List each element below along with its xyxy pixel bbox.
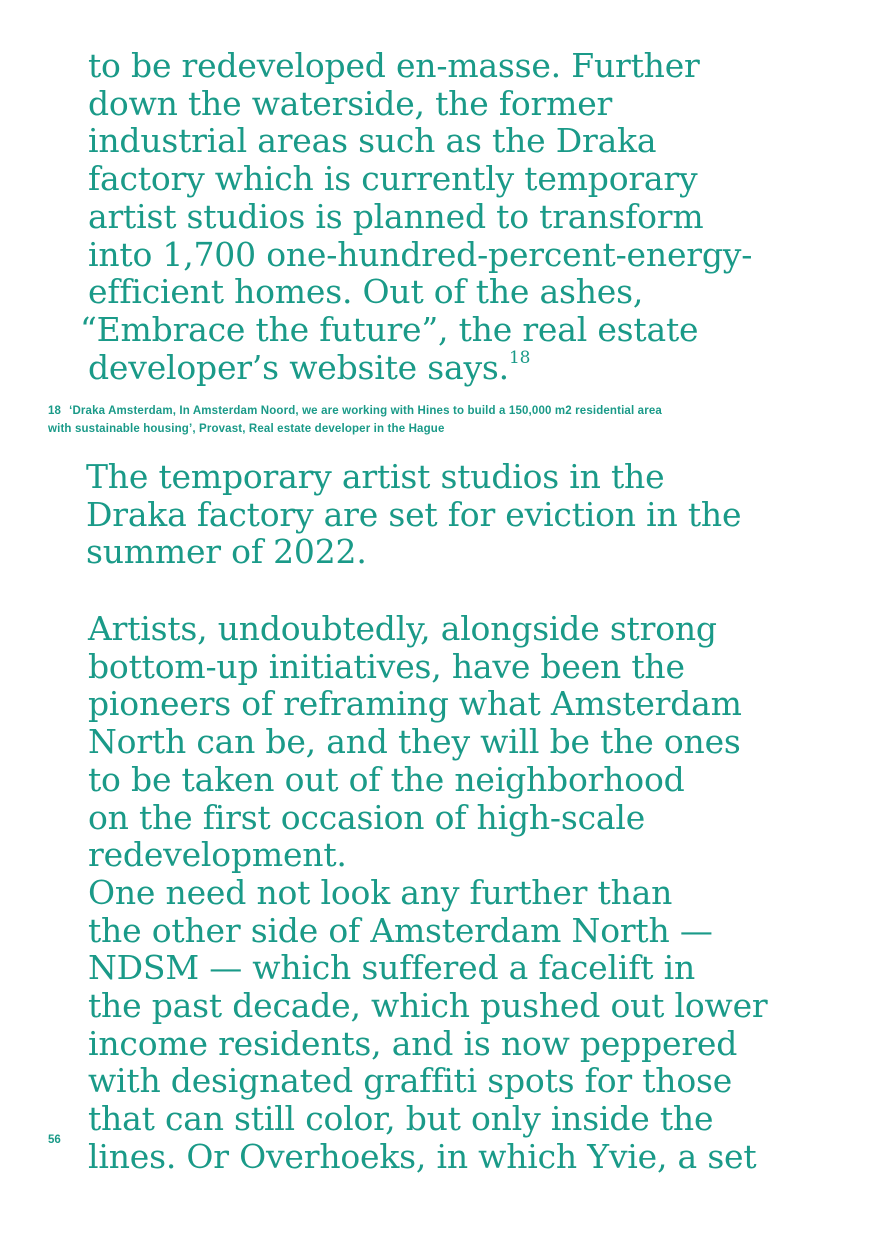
text-line: income residents, and is now peppered	[88, 1023, 738, 1063]
footnote-line	[48, 402, 828, 420]
text-line: industrial areas such as the Draka	[88, 121, 657, 161]
text-line: Draka factory are set for eviction in the	[86, 494, 742, 534]
text-line: into 1,700 one-hundred-percent-energy-	[88, 234, 753, 274]
text-line: factory which is currently temporary	[88, 159, 698, 199]
text-line: pioneers of reframing what Amsterdam	[88, 684, 742, 724]
text-line: The temporary artist studios in the	[86, 457, 665, 496]
text-line: artist studios is planned to transform	[88, 196, 704, 236]
text-line: the other side of Amsterdam North —	[88, 910, 713, 950]
footnote-text: ‘Draka Amsterdam, In Amsterdam Noord, we are working with Hines to build a 150,000 m2 residential area	[69, 405, 662, 417]
text-line: One need not look any further than	[88, 872, 673, 912]
text-line: summer of 2022.	[86, 532, 367, 572]
text-line: the past decade, which pushed out lower	[88, 986, 768, 1026]
text-line: “Embrace the future”, the real estate	[80, 309, 699, 349]
text-line: lines. Or Overhoeks, in which Yvie, a set	[88, 1136, 757, 1176]
text-line: down the waterside, the former	[88, 83, 613, 123]
footnote-reference: 18	[508, 347, 531, 368]
page-number: 56	[48, 1134, 61, 1146]
paragraph-eviction	[86, 458, 741, 571]
text-line: efficient homes. Out of the ashes,	[88, 272, 644, 312]
text-line: with designated graffiti spots for those	[88, 1061, 733, 1101]
text-line: to be taken out of the neighborhood	[88, 759, 685, 799]
text-line: developer’s website says.	[88, 347, 509, 387]
footnote-number: 18	[48, 405, 62, 417]
text-line: redevelopment.	[88, 835, 347, 875]
text-line: Artists, undoubtedly, alongside strong	[88, 609, 717, 648]
text-line: to be redeveloped en-masse. Further	[88, 46, 700, 85]
text-line: bottom-up initiatives, have been the	[88, 646, 685, 686]
paragraph-artists	[88, 610, 768, 1176]
paragraph-draka-redevelopment	[80, 46, 753, 393]
text-line: that can still color, but only inside the	[88, 1099, 714, 1139]
text-line: on the first occasion of high-scale	[88, 797, 646, 837]
text-line: NDSM — which suffered a facelift in	[88, 948, 695, 988]
footnote	[48, 402, 828, 438]
text-line-with-footnote	[88, 349, 752, 394]
text-line: North can be, and they will be the ones	[88, 722, 741, 762]
footnote-line: with sustainable housing’, Provast, Real estate developer in the Hague	[48, 423, 445, 435]
